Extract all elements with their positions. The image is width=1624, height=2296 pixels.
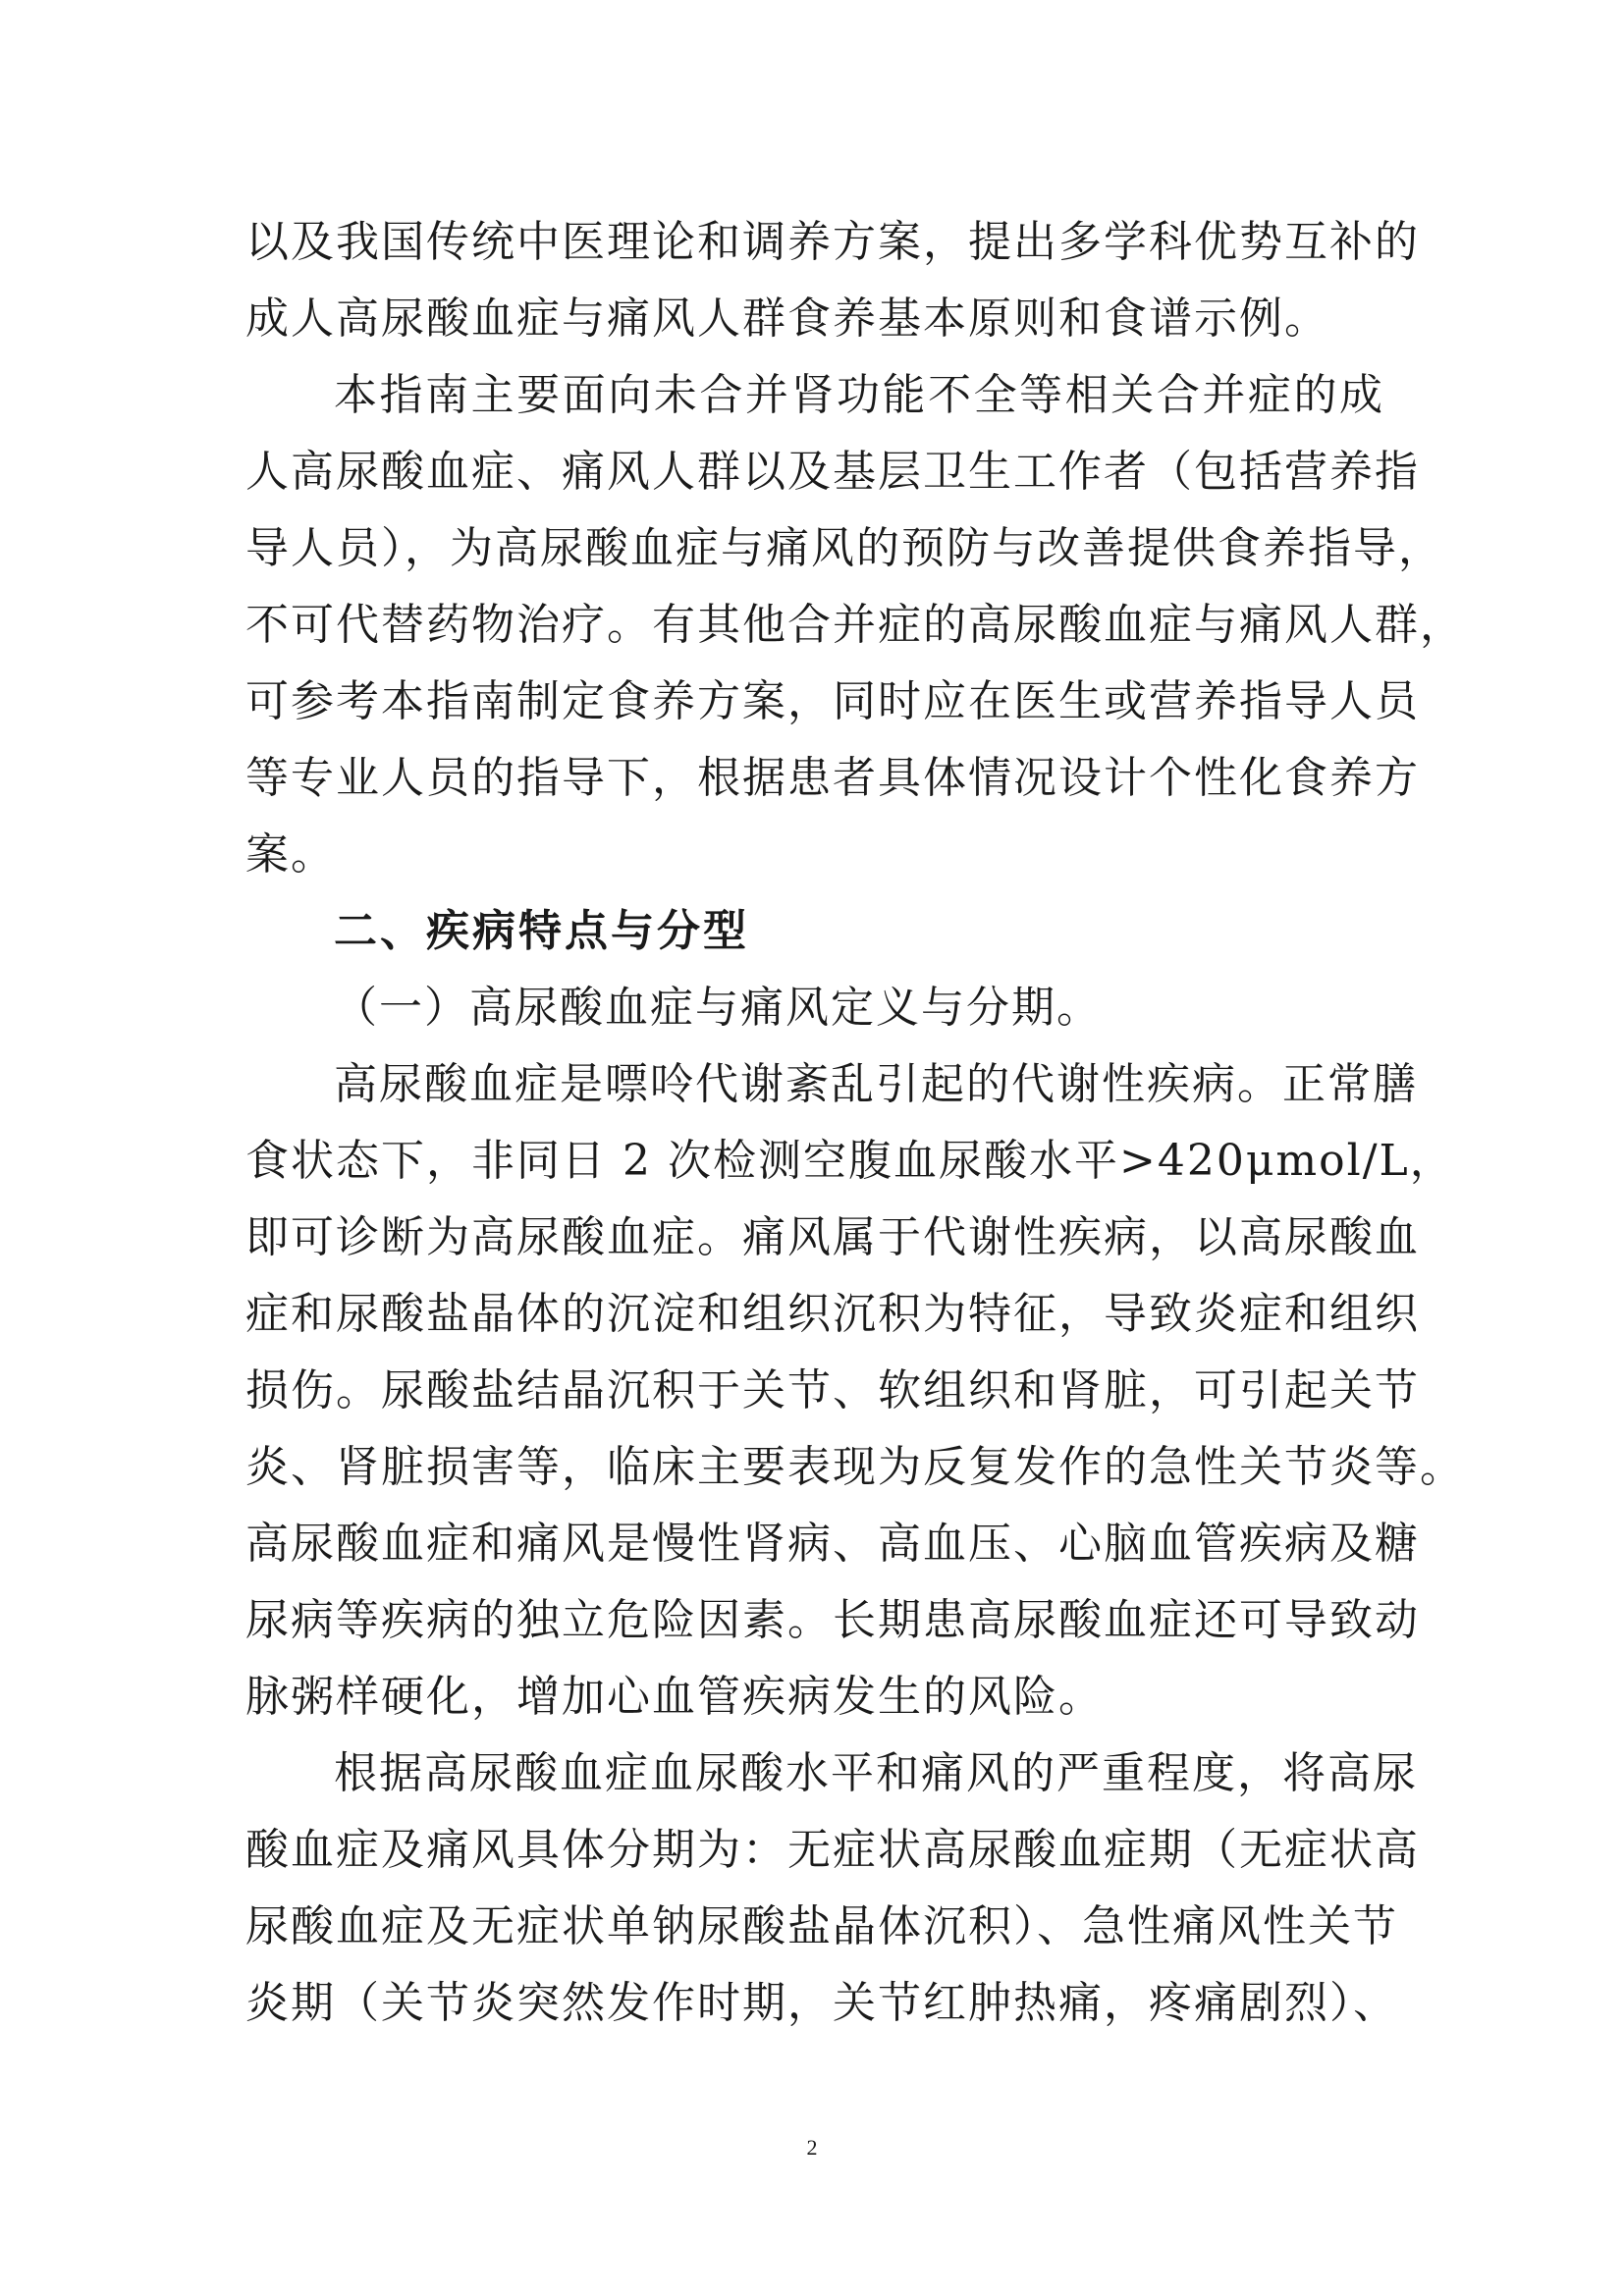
paragraph-line: 炎期（关节炎突然发作时期，关节红肿热痛，疼痛剧烈）、 xyxy=(245,1978,1398,2028)
paragraph-line: 导人员），为高尿酸血症与痛风的预防与改善提供食养指导， xyxy=(245,523,1443,573)
paragraph-line: 以及我国传统中医理论和调养方案，提出多学科优势互补的 xyxy=(245,217,1420,267)
subsection-heading: （一）高尿酸血症与痛风定义与分期。 xyxy=(334,983,1102,1033)
paragraph-line: 损伤。尿酸盐结晶沉积于关节、软组织和肾脏，可引起关节 xyxy=(245,1365,1420,1415)
page-number: 2 xyxy=(806,2135,818,2160)
paragraph-line: 根据高尿酸血症血尿酸水平和痛风的严重程度，将高尿 xyxy=(334,1748,1418,1798)
paragraph-line: 等专业人员的指导下，根据患者具体情况设计个性化食养方 xyxy=(245,753,1420,803)
paragraph-line: 症和尿酸盐晶体的沉淀和组织沉积为特征，导致炎症和组织 xyxy=(245,1289,1420,1339)
paragraph-line: 成人高尿酸血症与痛风人群食养基本原则和食谱示例。 xyxy=(245,294,1329,344)
paragraph-line: 本指南主要面向未合并肾功能不全等相关合并症的成 xyxy=(334,370,1384,420)
paragraph-line: 高尿酸血症是嘌呤代谢紊乱引起的代谢性疾病。正常膳 xyxy=(334,1059,1418,1109)
paragraph-line: 食状态下，非同日 2 次检测空腹血尿酸水平>420μmol/L， xyxy=(245,1136,1455,1186)
paragraph-line: 人高尿酸血症、痛风人群以及基层卫生工作者（包括营养指 xyxy=(245,447,1420,497)
paragraph-line: 不可代替药物治疗。有其他合并症的高尿酸血症与痛风人群， xyxy=(245,600,1465,650)
paragraph-line: 高尿酸血症和痛风是慢性肾病、高血压、心脑血管疾病及糖 xyxy=(245,1519,1420,1569)
paragraph-line: 脉粥样硬化，增加心血管疾病发生的风险。 xyxy=(245,1672,1104,1722)
section-heading: 二、疾病特点与分型 xyxy=(334,906,749,956)
paragraph-line: 尿酸血症及无症状单钠尿酸盐晶体沉积）、急性痛风性关节 xyxy=(245,1901,1398,1951)
paragraph-line: 酸血症及痛风具体分期为：无症状高尿酸血症期（无症状高 xyxy=(245,1825,1420,1875)
paragraph-line: 尿病等疾病的独立危险因素。长期患高尿酸血症还可导致动 xyxy=(245,1595,1420,1645)
paragraph-line: 炎、肾脏损害等，临床主要表现为反复发作的急性关节炎等。 xyxy=(245,1442,1465,1492)
paragraph-line: 即可诊断为高尿酸血症。痛风属于代谢性疾病，以高尿酸血 xyxy=(245,1212,1420,1262)
paragraph-line: 可参考本指南制定食养方案，同时应在医生或营养指导人员 xyxy=(245,676,1420,726)
paragraph-line: 案。 xyxy=(245,829,336,880)
